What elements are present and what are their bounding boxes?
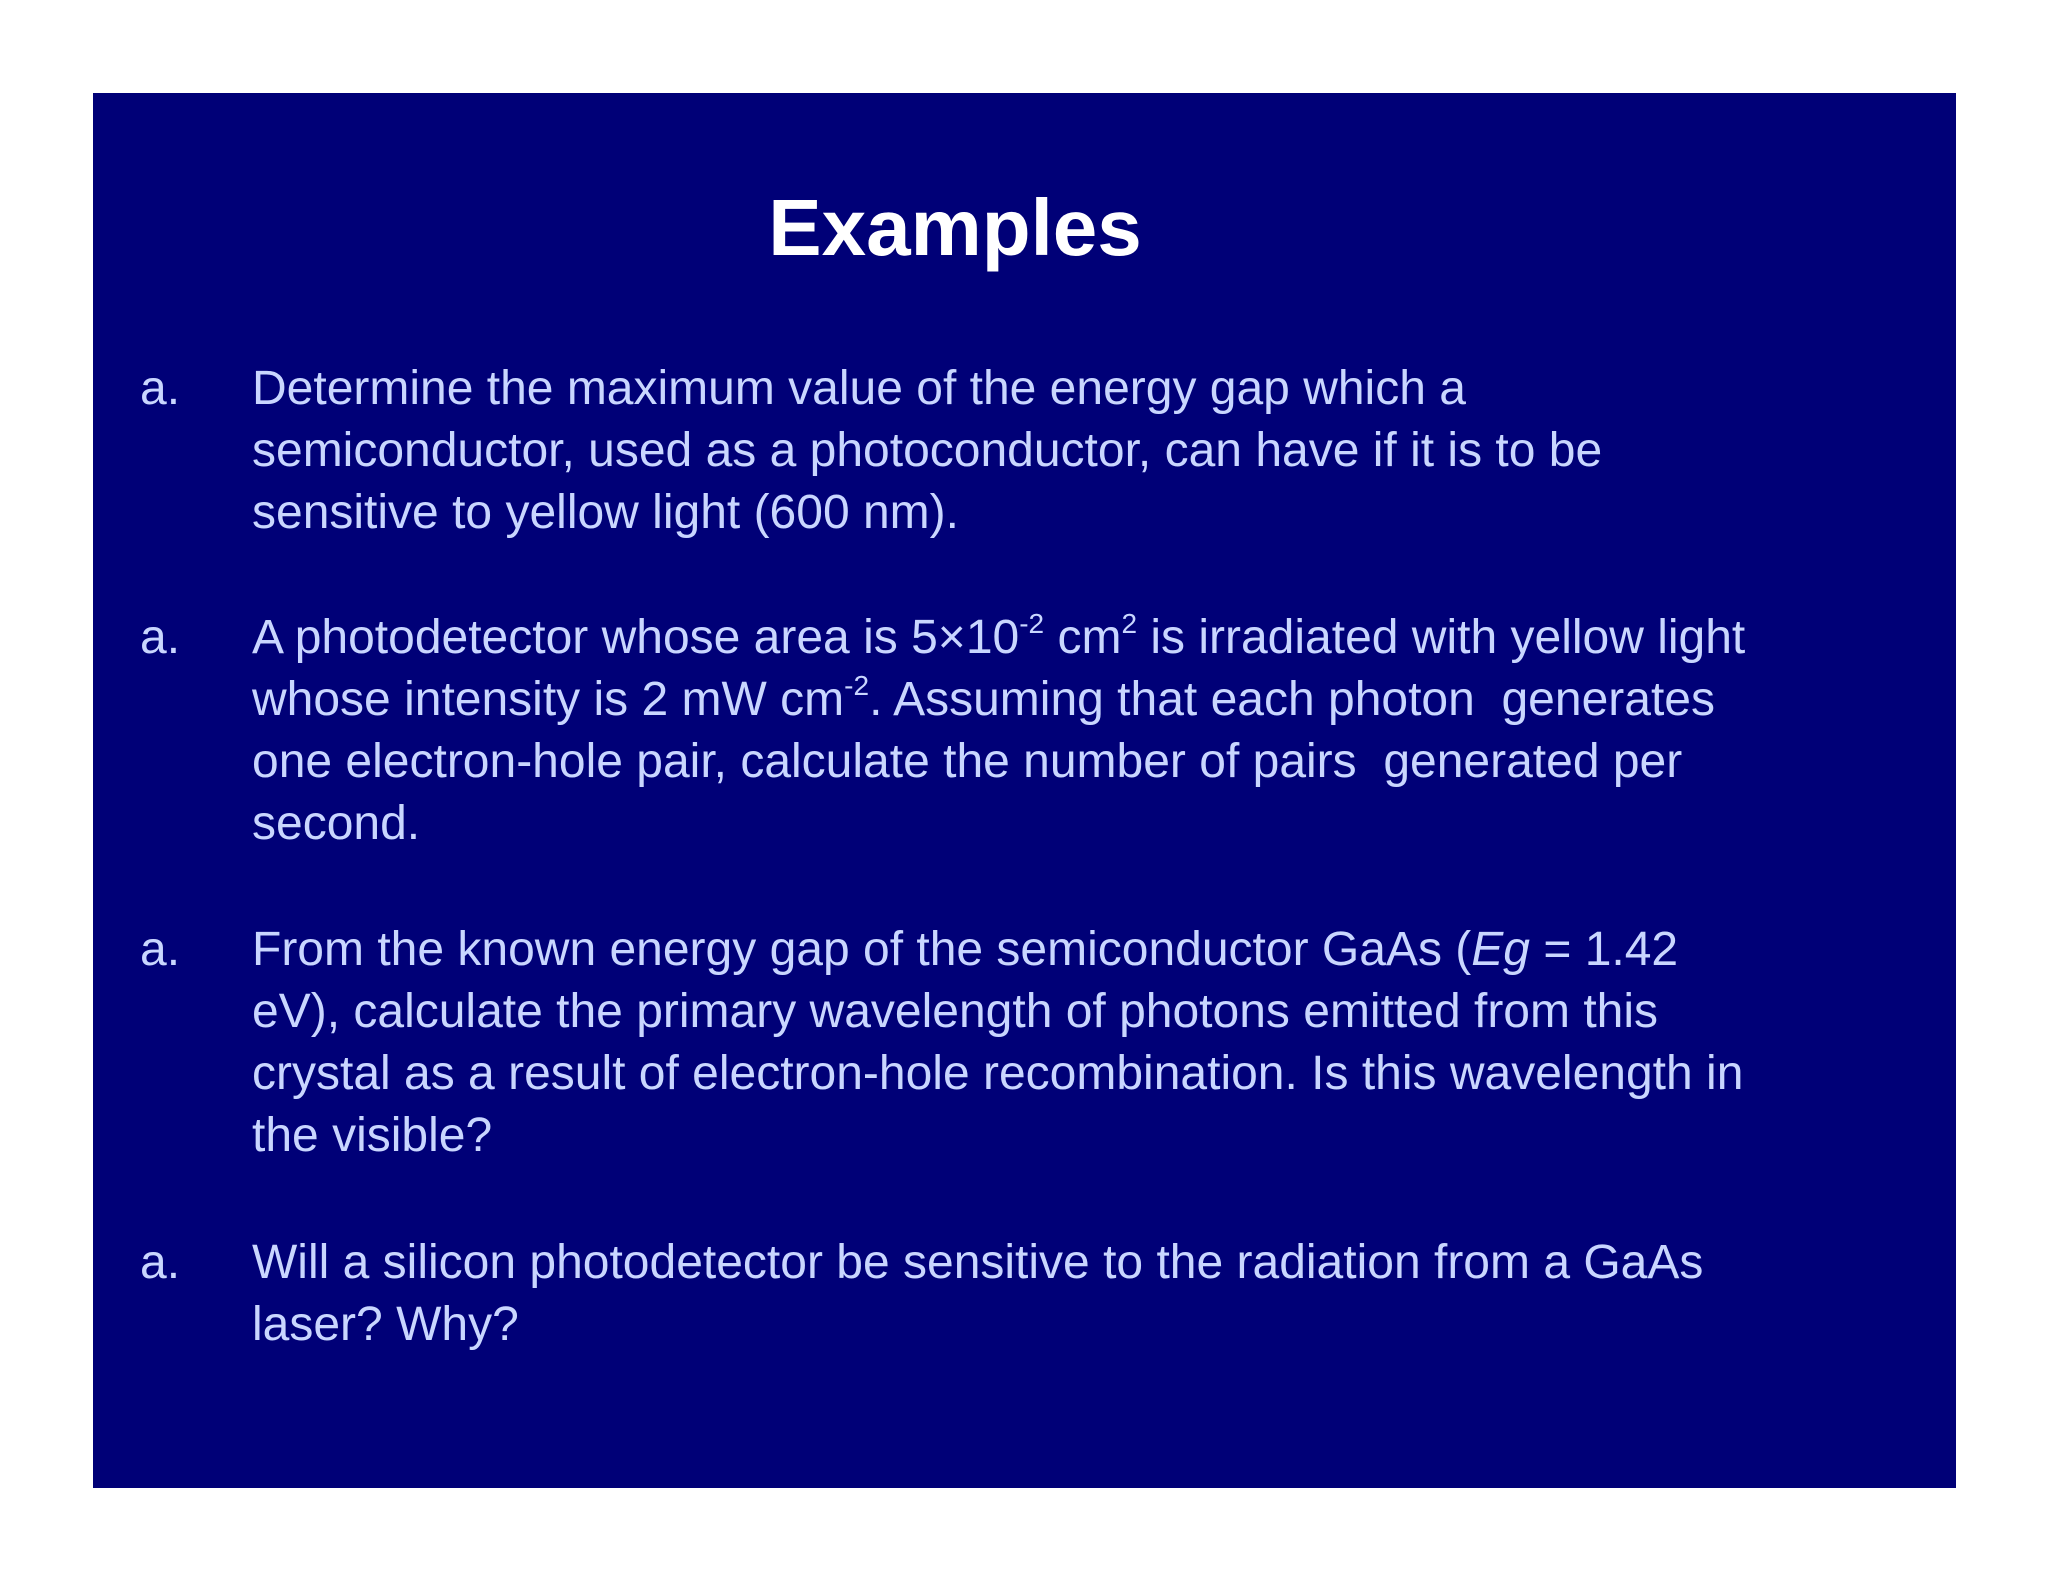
item-marker: a. [140, 923, 181, 976]
text-line: eV), calculate the primary wavelength of photons emitted from this [252, 985, 1659, 1038]
text-run: cm [1044, 611, 1122, 664]
text-run: A photodetector whose area is 5×10 [252, 611, 1020, 664]
item-text [252, 358, 1892, 544]
text-line [252, 607, 1892, 669]
superscript: -2 [1019, 608, 1045, 639]
item-marker: a. [140, 1236, 181, 1289]
text-line: the visible? [252, 1109, 493, 1162]
item-text [252, 919, 1892, 1167]
text-line: sensitive to yellow light (600 nm). [252, 486, 959, 539]
text-line: laser? Why? [252, 1298, 519, 1351]
text-line: semiconductor, used as a photoconductor, can have if it is to be [252, 424, 1603, 477]
item-text [252, 607, 1892, 855]
text-run: . Assuming that each photon generates [869, 673, 1715, 726]
superscript: -2 [844, 670, 870, 701]
text-line: Will a silicon photodetector be sensitive to the radiation from a GaAs [252, 1236, 1704, 1289]
slide-title: Examples [768, 183, 1142, 272]
text-run: From the known energy gap of the semiconductor GaAs ( [252, 923, 1472, 976]
item-marker: a. [140, 362, 181, 415]
text-run: whose intensity is 2 mW cm [252, 673, 845, 726]
text-line: Determine the maximum value of the energy gap which a [252, 362, 1466, 415]
text-run: is irradiated with yellow light [1137, 611, 1746, 664]
text-run: = 1.42 [1529, 923, 1679, 976]
superscript: 2 [1121, 608, 1138, 639]
item-text [252, 1232, 1892, 1356]
text-line: one electron-hole pair, calculate the number of pairs generated per [252, 735, 1683, 788]
text-line: crystal as a result of electron-hole recombination. Is this wavelength in [252, 1047, 1744, 1100]
item-marker: a. [140, 611, 181, 664]
text-line: second. [252, 797, 421, 850]
italic-symbol: Eg [1471, 923, 1530, 976]
text-line [252, 919, 1892, 981]
text-line [252, 669, 1892, 731]
